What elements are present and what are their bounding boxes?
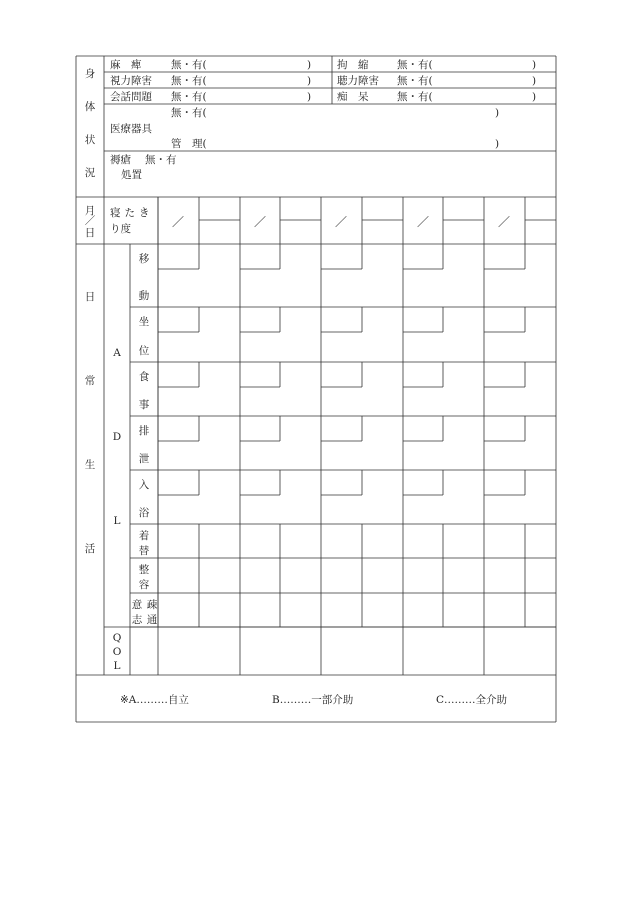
adl-item-label: 食 <box>138 371 150 383</box>
adl-item-label: 替 <box>138 545 150 557</box>
bedridden-label: 寝たき <box>110 207 154 219</box>
field-choice: 無・有( <box>171 59 207 71</box>
field-label: 会話問題 <box>110 91 152 103</box>
field-label: 麻 痺 <box>110 59 142 71</box>
qol-label: L <box>113 660 121 672</box>
adl-item-label: 動 <box>138 290 150 302</box>
adl-item-label: 浴 <box>138 507 150 519</box>
section-label-physical: 身 <box>84 68 96 80</box>
section-label-daily: 活 <box>84 543 96 555</box>
adl-label: L <box>113 515 121 527</box>
field-choice: 無・有( <box>397 59 433 71</box>
section-label-physical: 体 <box>84 101 96 113</box>
field-choice: 無・有( <box>397 75 433 87</box>
date-label: ／ <box>84 215 96 227</box>
adl-item-label: 着 <box>138 530 150 542</box>
field-choice: 無・有( <box>171 107 207 119</box>
adl-item-label: 排 <box>138 425 150 437</box>
adl-item-label: 志 <box>131 614 143 626</box>
field-label: 褥瘡 <box>110 154 131 166</box>
field-close-paren: ) <box>307 59 312 71</box>
adl-item-label: 整 <box>138 564 150 576</box>
field-close-paren: ) <box>495 107 500 119</box>
legend-a: ※A………自立 <box>120 694 189 706</box>
field-choice: 無・有 <box>145 154 177 166</box>
date-slash: ／ <box>334 215 348 229</box>
adl-item-label: 疎 <box>146 599 158 611</box>
section-label-daily: 生 <box>84 459 96 471</box>
date-slash: ／ <box>171 215 185 229</box>
adl-item-label: 泄 <box>138 453 150 465</box>
field-choice: 管 理( <box>171 138 207 150</box>
adl-item-label: 事 <box>138 399 150 411</box>
legend-b: B………一部介助 <box>272 694 354 706</box>
section-label-daily: 日 <box>84 291 96 303</box>
section-label-daily: 常 <box>84 375 96 387</box>
adl-label: A <box>113 347 121 359</box>
field-close-paren: ) <box>532 59 537 71</box>
date-slash: ／ <box>253 215 267 229</box>
field-close-paren: ) <box>307 75 312 87</box>
field-choice: 無・有( <box>171 91 207 103</box>
field-close-paren: ) <box>532 91 537 103</box>
qol-label: O <box>112 646 122 658</box>
field-label: 聴力障害 <box>337 75 379 87</box>
field-close-paren: ) <box>532 75 537 87</box>
field-label: 医療器具 <box>110 123 152 135</box>
date-slash: ／ <box>497 215 511 229</box>
field-label: 処置 <box>121 169 142 181</box>
field-label: 視力障害 <box>110 75 152 87</box>
adl-item-label: 坐 <box>138 316 150 328</box>
field-label: 痴 呆 <box>337 91 369 103</box>
field-close-paren: ) <box>495 138 500 150</box>
field-choice: 無・有( <box>171 75 207 87</box>
field-choice: 無・有( <box>397 91 433 103</box>
date-label: 日 <box>84 227 96 239</box>
adl-item-label: 入 <box>138 479 150 491</box>
bedridden-label: り度 <box>110 223 131 235</box>
date-slash: ／ <box>416 215 430 229</box>
adl-item-label: 意 <box>131 599 143 611</box>
section-label-physical: 況 <box>84 167 96 179</box>
legend-c: C………全介助 <box>436 694 508 706</box>
field-label: 拘 縮 <box>337 59 369 71</box>
section-label-physical: 状 <box>84 134 96 146</box>
adl-item-label: 容 <box>138 579 150 591</box>
date-label: 月 <box>84 205 96 217</box>
field-close-paren: ) <box>307 91 312 103</box>
qol-label: Q <box>112 632 122 644</box>
adl-item-label: 位 <box>138 345 150 357</box>
adl-item-label: 通 <box>146 614 158 626</box>
adl-item-label: 移 <box>138 253 150 265</box>
adl-label: D <box>112 431 122 443</box>
